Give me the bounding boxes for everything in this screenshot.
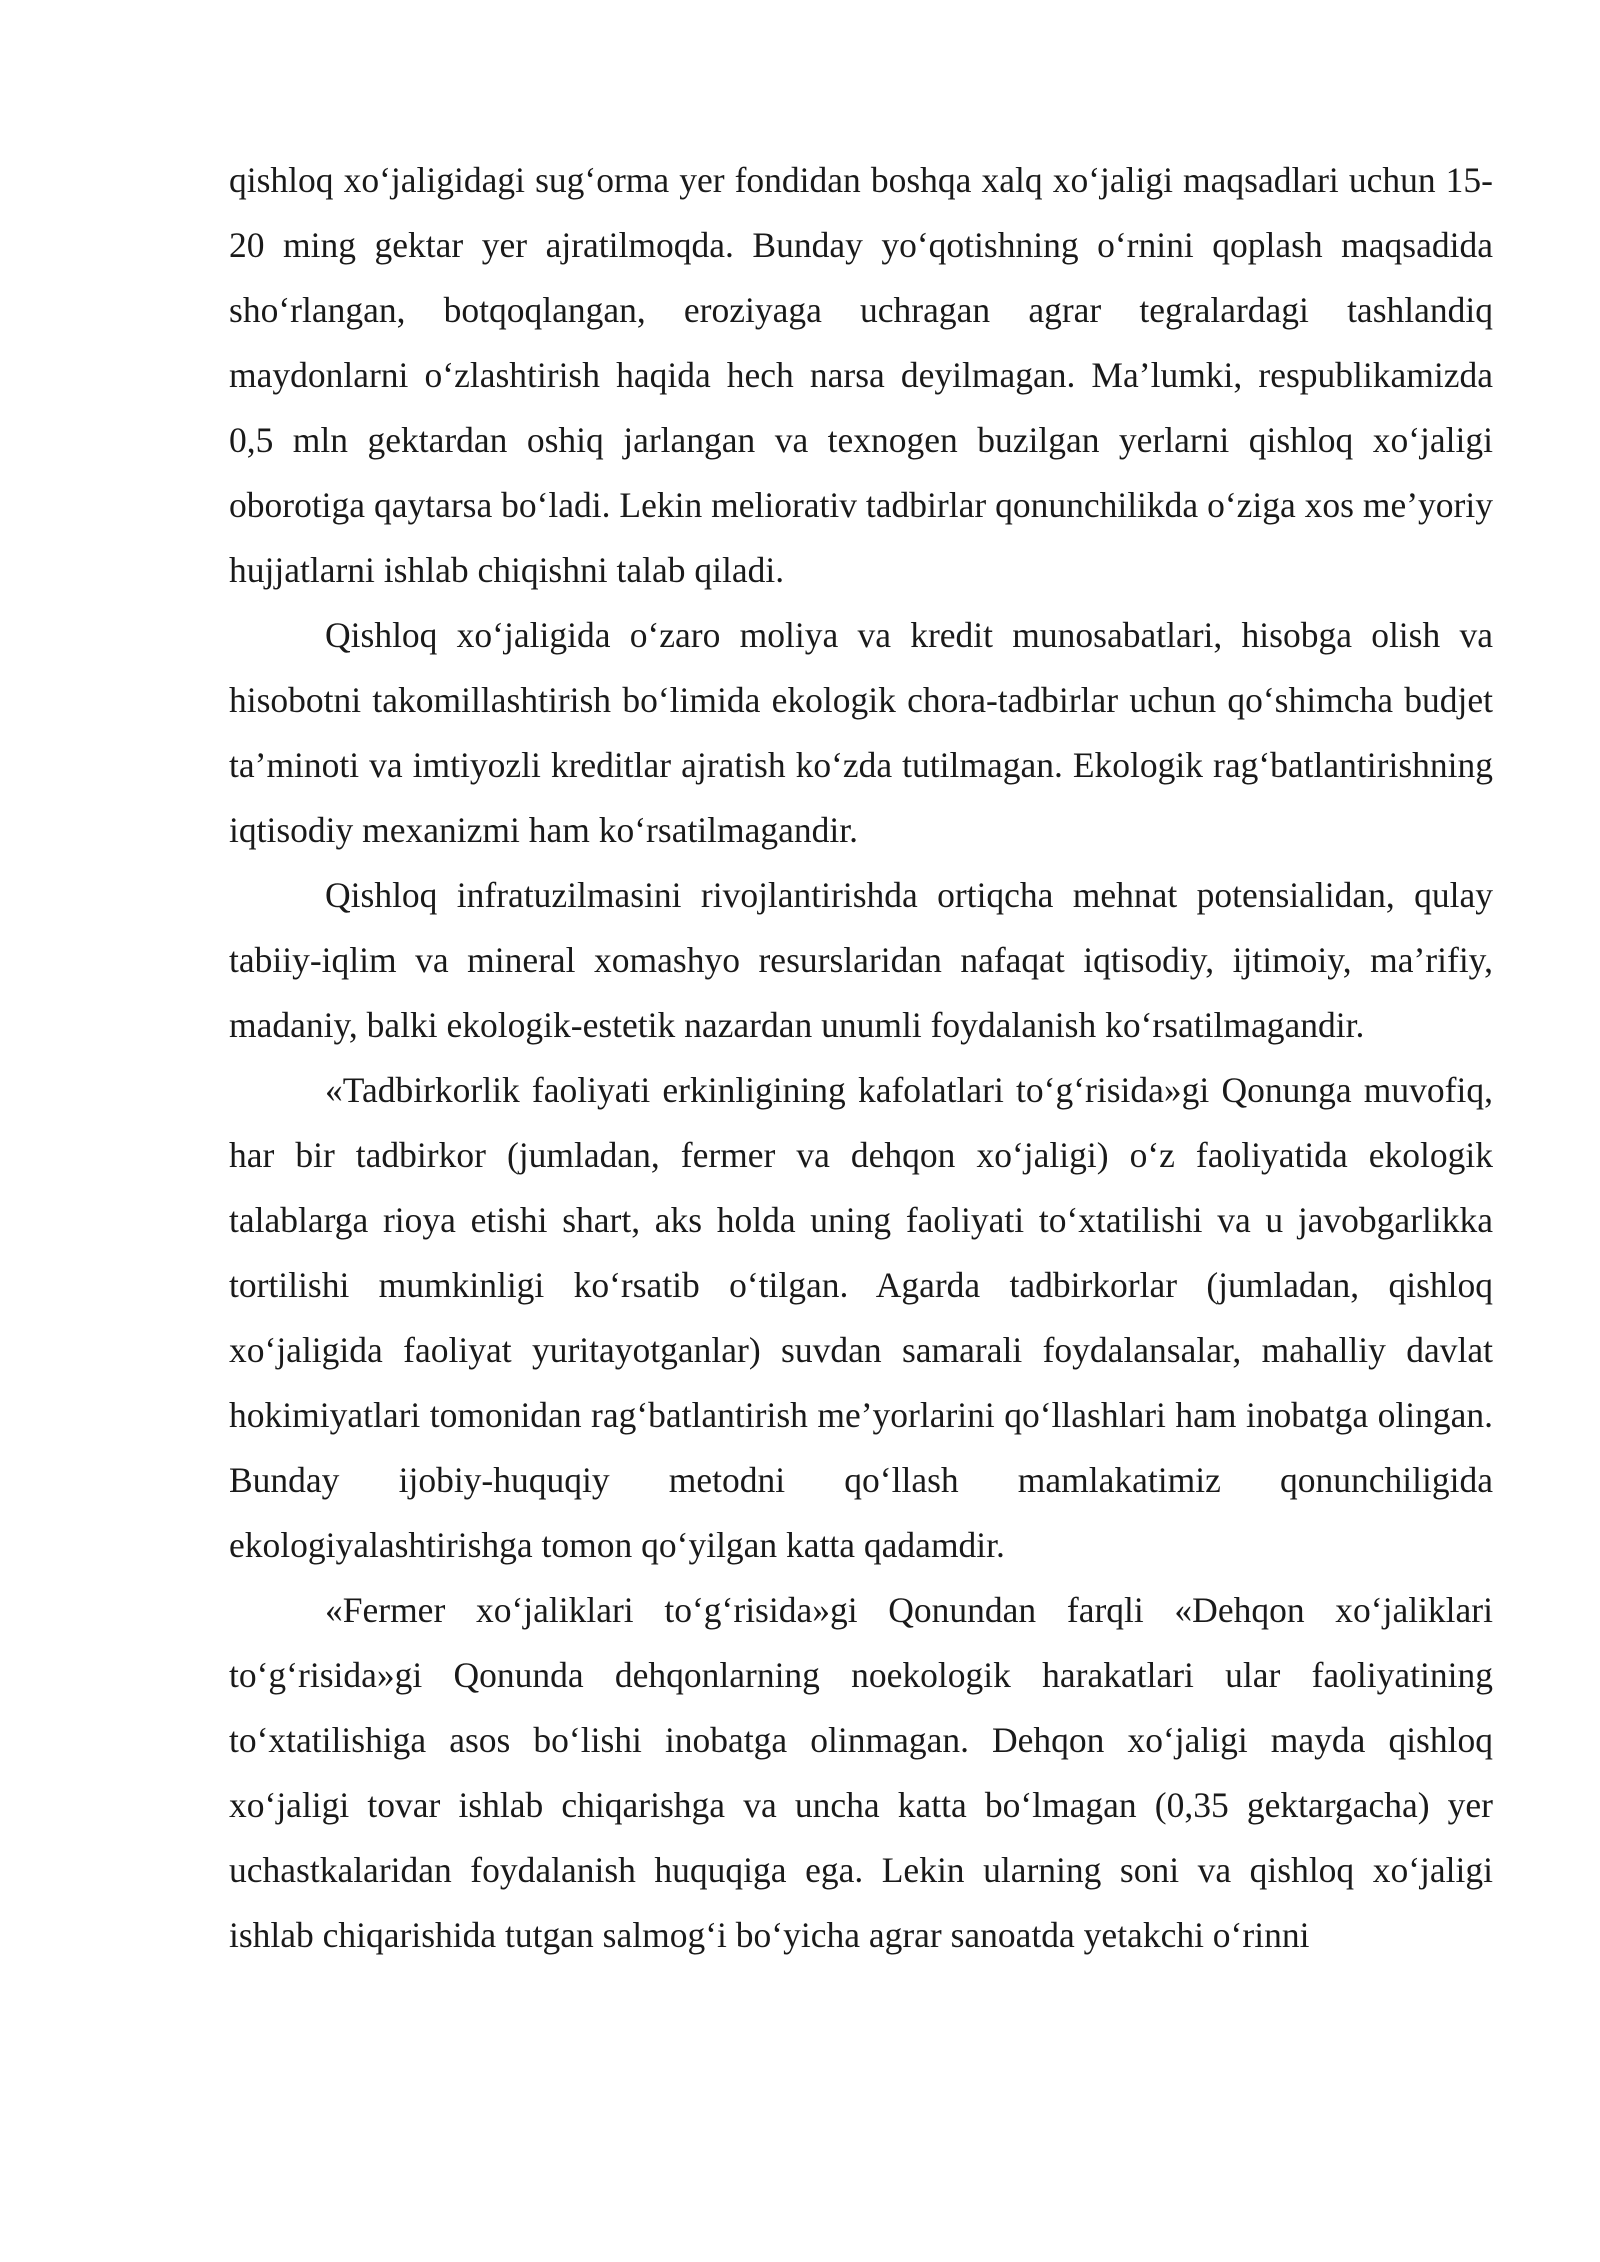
paragraph-3: Qishloq infratuzilmasini rivojlantirishda ortiqcha mehnat potensialidan, qulay tabiiy-iqlim va mineral xomashyo resurslaridan nafaqat iqtisodiy, ijtimoiy, ma’rifiy, madaniy, balki ekologik-estetik nazardan unumli foydalanish ko‘rsatilmagandir. — [229, 875, 1493, 1045]
paragraph-4: «Tadbirkorlik faoliyati erkinligining kafolatlari to‘g‘risida»gi Qonunga muvofiq, har bir tadbirkor (jumladan, fermer va dehqon xo‘jaligi) o‘z faoliyatida ekologik talablarga rioya etishi shart, aks holda uning faoliyati to‘xtatilishi va u javobgarlikka tortilishi mumkinligi ko‘rsatib o‘tilgan. Agarda tadbirkorlar (jumladan, qishloq xo‘jaligida faoliyat yuritayotganlar) suvdan samarali foydalansalar, mahalliy davlat hokimiyatlari tomonidan rag‘batlantirish me’yorlarini qo‘llashlari ham inobatga olingan. Bunday ijobiy-huquqiy metodni qo‘llash mamlakatimiz qonunchiligida ekologiyalashtirishga tomon qo‘yilgan katta qadamdir. — [229, 1070, 1493, 1565]
body-text — [229, 148, 1493, 1968]
paragraph-2: Qishloq xo‘jaligida o‘zaro moliya va kredit munosabatlari, hisobga olish va hisobotni takomillashtirish bo‘limida ekologik chora-tadbirlar uchun qo‘shimcha budjet ta’minoti va imtiyozli kreditlar ajratish ko‘zda tutilmagan. Ekologik rag‘batlantirishning iqtisodiy mexanizmi ham ko‘rsatilmagandir. — [229, 615, 1493, 850]
paragraph-5: «Fermer xo‘jaliklari to‘g‘risida»gi Qonundan farqli «Dehqon xo‘jaliklari to‘g‘risida»gi Qonunda dehqonlarning noekologik harakatlari ular faoliyatining to‘xtatilishiga asos bo‘lishi inobatga olinmagan. Dehqon xo‘jaligi mayda qishloq xo‘jaligi tovar ishlab chiqarishga va uncha katta bo‘lmagan (0,35 gektargacha) yer uchastkalaridan foydalanish huquqiga ega. Lekin ularning soni va qishloq xo‘jaligi ishlab chiqarishida tutgan salmog‘i bo‘yicha agrar sanoatda yetakchi o‘rinni — [229, 1590, 1493, 1955]
paragraph-1: qishloq xo‘jaligidagi sug‘orma yer fondidan boshqa xalq xo‘jaligi maqsadlari uchun 15-20 ming gektar yer ajratilmoqda. Bunday yo‘qotishning o‘rnini qoplash maqsadida sho‘rlangan, botqoqlangan, eroziyaga uchragan agrar tegralardagi tashlandiq maydonlarni o‘zlashtirish haqida hech narsa deyilmagan. Ma’lumki, respublikamizda 0,5 mln gektardan oshiq jarlangan va texnogen buzilgan yerlarni qishloq xo‘jaligi oborotiga qaytarsa bo‘ladi. Lekin meliorativ tadbirlar qonunchilikda o‘ziga xos me’yoriy hujjatlarni ishlab chiqishni talab qiladi. — [229, 160, 1493, 590]
